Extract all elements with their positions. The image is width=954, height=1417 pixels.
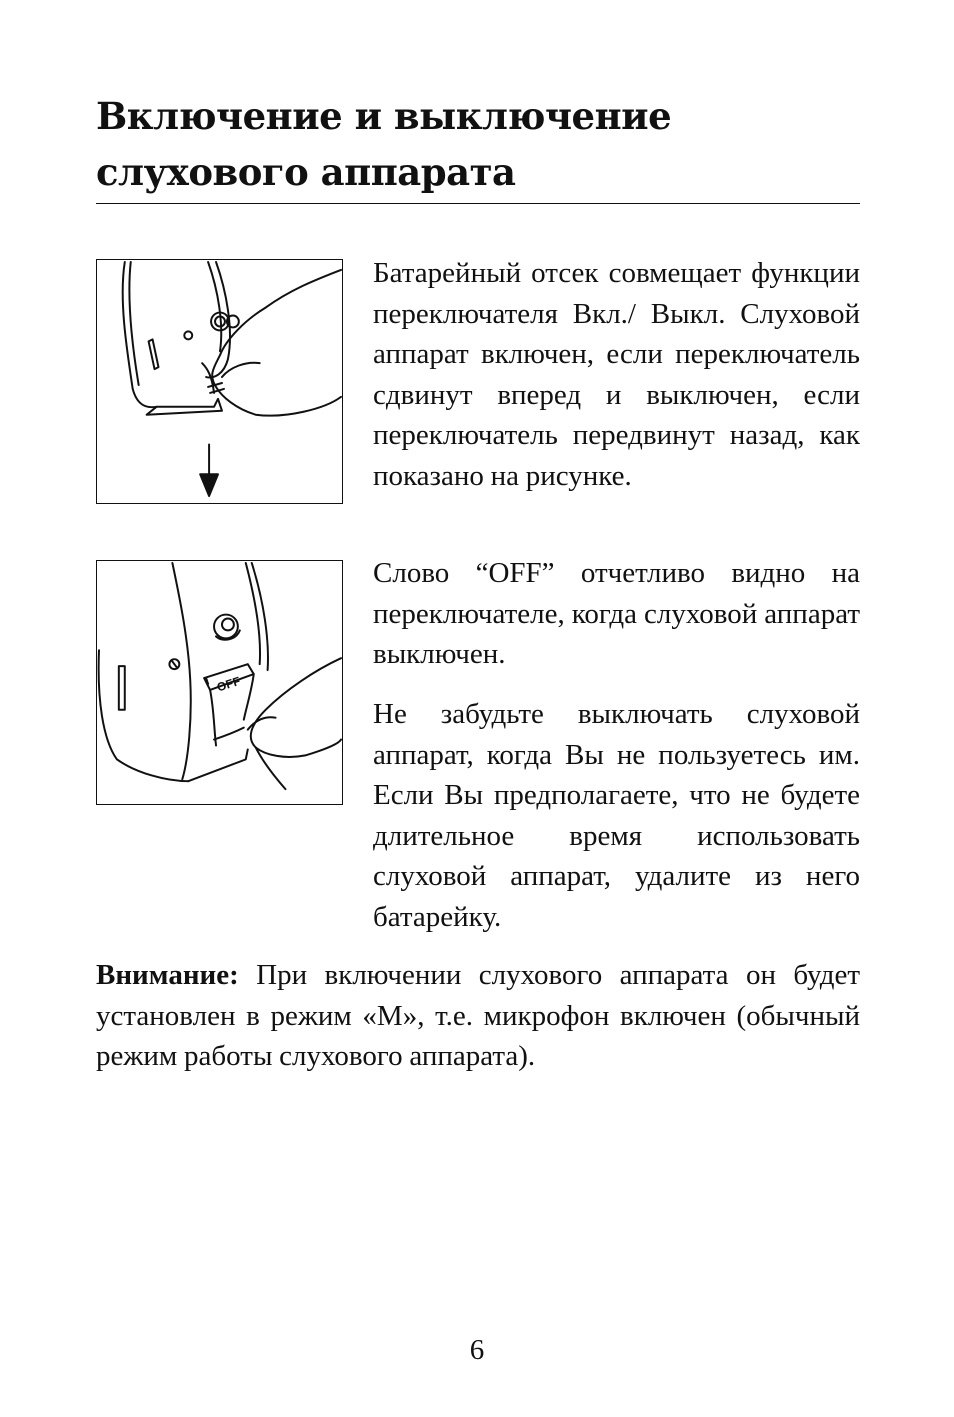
switch-off-label: OFF bbox=[215, 673, 243, 695]
hearing-aid-switch-on-icon bbox=[97, 260, 342, 503]
page-number: 6 bbox=[469, 1334, 485, 1366]
attention-label: Внимание: bbox=[96, 959, 239, 991]
title-divider bbox=[96, 203, 860, 204]
page-title bbox=[96, 88, 860, 200]
title-line-1: Включение и выключение bbox=[96, 94, 672, 138]
attention-note bbox=[96, 955, 860, 1077]
title-line-2: слухового аппарата bbox=[96, 150, 516, 194]
paragraph-switch-description: Батарейный отсек совмещает функции переключателя Вкл./ Выкл. Слуховой аппарат включен, если переключатель сдвинут вперед и выключен, если переключатель передвинут назад, как показано на рисунке. bbox=[373, 257, 860, 492]
figure-switch-on bbox=[96, 259, 343, 504]
attention-text: При включении слухового аппарата он будет установлен в режим «М», т.е. микрофон включен (обычный режим работы слухового аппарата). bbox=[96, 959, 860, 1072]
figure-switch-off bbox=[96, 560, 343, 805]
paragraph-off-visible: Слово “OFF” отчетливо видно на переключателе, когда слуховой аппарат выключен. bbox=[373, 557, 860, 670]
hearing-aid-switch-off-icon bbox=[97, 561, 342, 804]
paragraph-turn-off-advice: Не забудьте выключать слуховой аппарат, когда Вы не пользуетесь им. Если Вы предполагаете, что не будете длительное время использовать слуховой аппарат, удалите из него батарейку. bbox=[373, 698, 860, 933]
